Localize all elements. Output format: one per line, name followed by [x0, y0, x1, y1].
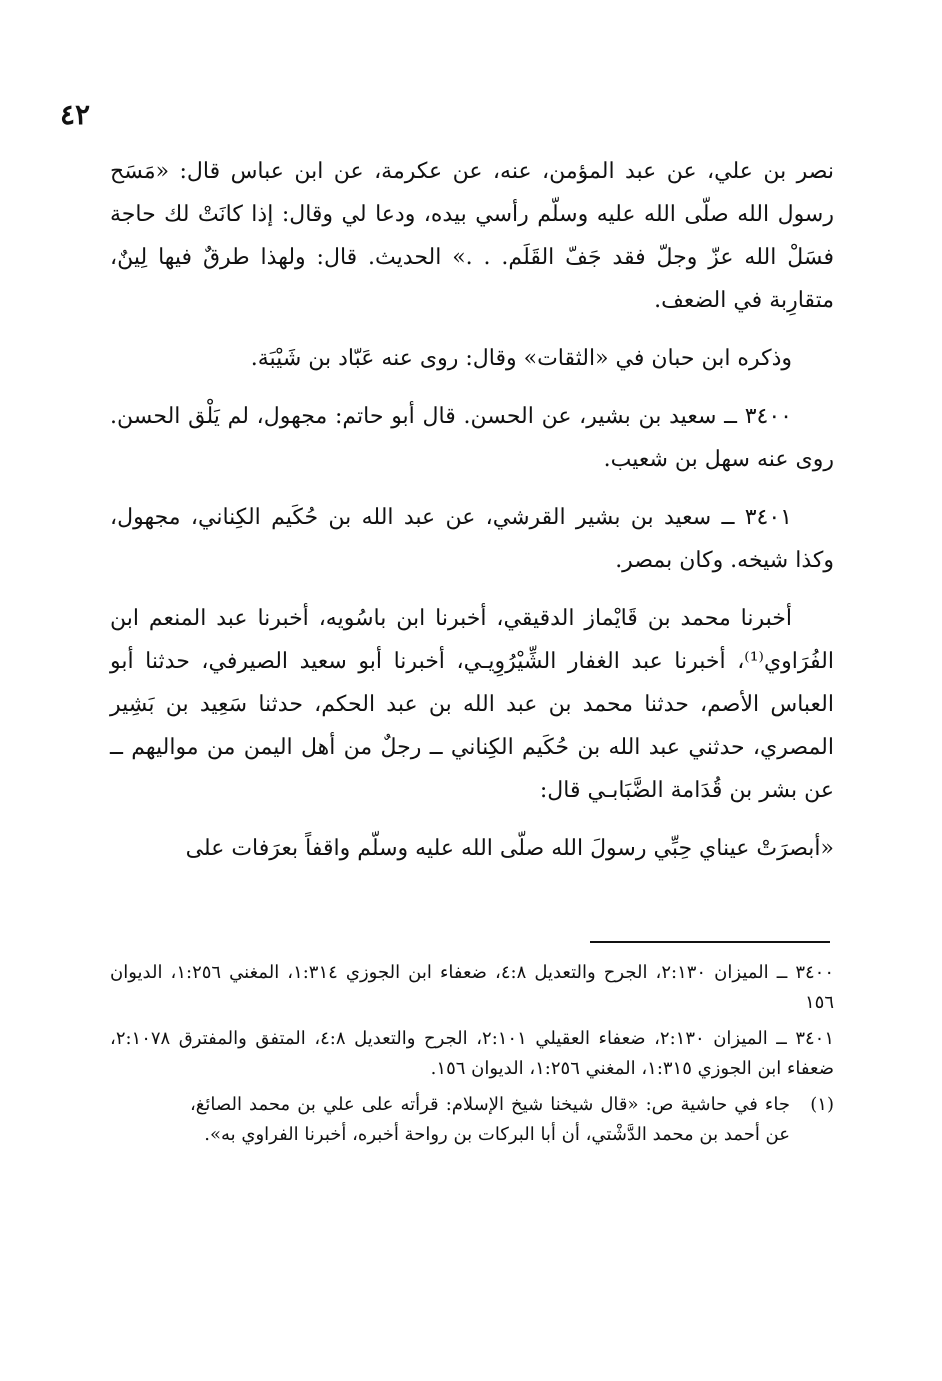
paragraph-continuation: نصر بن علي، عن عبد المؤمن، عنه، عن عكرمة، عن ابن عباس قال: «مَسَح رسول الله صلّى الله عليه وسلّم رأسي بيده، ودعا لي وقال: إذا كانَتْ لك حاجة فسَلْ الله عزّ وجلّ فقد جَفّ القَلَم. . .» الحديث. قال: ولهذا طرقٌ فيها لِينٌ، متقارِبة في الضعف. [110, 159, 834, 313]
source-note-3401: ٣٤٠١ ــ الميزان ٢:١٣٠، ضعفاء العقيلي ٢:١٠١، الجرح والتعديل ٤:٨، المتفق والمفترق ٢:١٠٧٨، ضعفاء ابن الجوزي ١:٣١٥، المغني ١:٢٥٦، الديوان ١٥٦. [110, 1028, 835, 1079]
footnote-divider [590, 941, 830, 943]
source-note-3400: ٣٤٠٠ ــ الميزان ٢:١٣٠، الجرح والتعديل ٤:٨، ضعفاء ابن الجوزي ١:٣١٤، المغني ١:٢٥٦، الديوان ١٥٦ [110, 962, 835, 1013]
paragraph-isnad: أخبرنا محمد بن قَايْماز الدقيقي، أخبرنا ابن باسُويه، أخبرنا عبد المنعم ابن الفُرَاوي⁽¹⁾، أخبرنا عبد الغفار الشِّيْرُوِيـي، أخبرنا أبو سعيد الصيرفي، حدثنا أبو العباس الأصم، حدثنا محمد بن عبد الله بن عبد الحكم، حدثنا سَعِيد بن بَشِير المصري، حدثني عبد الله بن حُكَيم الكِناني ــ رجلٌ من أهل اليمن من مواليهم ــ عن بشر بن قُدَامة الضَّبَابـي قال: [110, 606, 834, 803]
entry-3401: ٣٤٠١ ــ سعيد بن بشير القرشي، عن عبد الله بن حُكَيم الكِناني، مجهول، وكذا شيخه. وكان بمصر. [110, 505, 834, 573]
footnote-text: جاء في حاشية ص: «قال شيخنا شيخ الإسلام: قرأته على علي بن محمد الصائغ، عن أحمد بن محمد الدَّشْتي، أن أبا البركات بن رواحة أخبره، أخبرنا الفراوي به». [190, 1094, 790, 1145]
page-number: ٤٢ [60, 98, 91, 131]
entry-3400: ٣٤٠٠ ــ سعيد بن بشير، عن الحسن. قال أبو حاتم: مجهول، لم يَلْق الحسن. روى عنه سهل بن شعيب. [110, 404, 834, 472]
footnote-marker: (١) [810, 1094, 834, 1115]
footnote-1 [110, 1090, 834, 1150]
footnotes-section [110, 958, 834, 1156]
paragraph-ibn-hibban: وذكره ابن حبان في «الثقات» وقال: روى عنه عَبّاد بن شَيْبَة. [250, 346, 792, 371]
main-text [110, 150, 834, 870]
paragraph-hadith-start: «أبصرَتْ عيناي حِبِّي رسولَ الله صلّى الله عليه وسلّم واقفاً بعرَفات على [185, 836, 834, 861]
